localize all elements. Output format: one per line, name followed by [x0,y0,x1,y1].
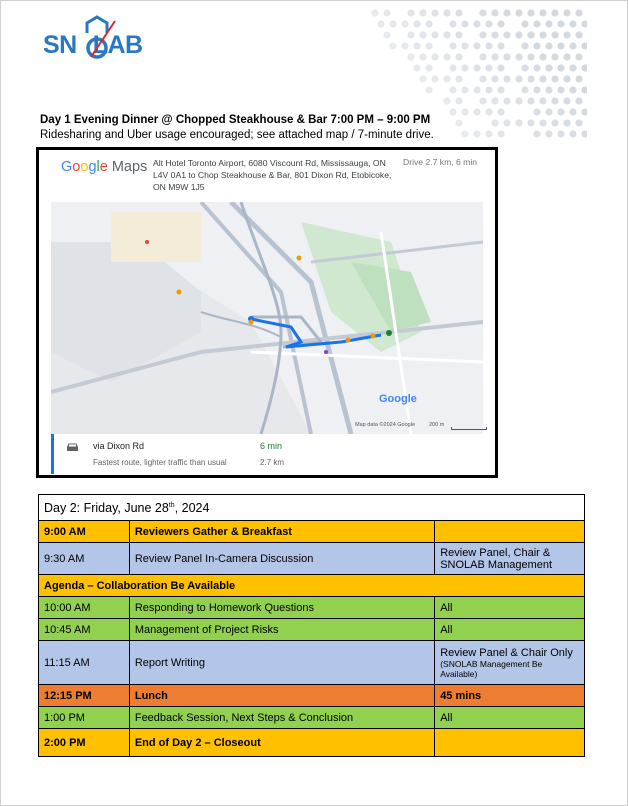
row-item: End of Day 2 – Closeout [129,729,434,757]
row-who: All [435,597,585,619]
table-row [39,597,585,619]
google-watermark: Google [379,393,417,405]
route-description: Alt Hotel Toronto Airport, 6080 Viscount Rd, Mississauga, ON L4V 0A1 to Chop Steakhouse & Bar, 801 Dixon Rd, Etobicoke, ON M9W 1J5 [153,158,392,192]
drive-info: Drive 2.7 km, 6 min [403,157,478,167]
logo-text: SN LAB [43,31,143,59]
schedule-title: Day 2: Friday, June 28th, 2024 [39,495,585,521]
day2-schedule-table [38,494,585,757]
row-item: Reviewers Gather & Breakfast [129,521,434,543]
route-time: 6 min [260,441,283,451]
row-who: 45 mins [435,685,585,707]
row-time: 11:15 AM [39,641,130,685]
row-item: Review Panel In-Camera Discussion [129,543,434,575]
route-via: via Dixon Rd [93,441,145,451]
google-maps-logo: Google Maps [61,159,148,175]
day1-note: Ridesharing and Uber usage encouraged; see attached map / 7-minute drive. [40,129,434,141]
table-row [39,521,585,543]
row-time: 10:00 AM [39,597,130,619]
row-item: Management of Project Risks [129,619,434,641]
selected-route-indicator [51,434,54,474]
section-label: Agenda – Collaboration Be Available [39,575,585,597]
row-who [435,729,585,757]
schedule-header-row [39,495,585,521]
map-graphic [51,202,483,434]
row-item: Lunch [129,685,434,707]
car-icon [66,442,79,452]
row-who: Review Panel, Chair & SNOLAB Management [435,543,585,575]
agenda-section-row [39,575,585,597]
row-time: 9:00 AM [39,521,130,543]
row-who: All [435,619,585,641]
table-row [39,729,585,757]
row-time: 2:00 PM [39,729,130,757]
route-option[interactable] [51,434,483,474]
row-who: All [435,707,585,729]
row-item: Responding to Homework Questions [129,597,434,619]
table-row [39,641,585,685]
table-row [39,685,585,707]
row-time: 12:15 PM [39,685,130,707]
dot-pattern-decoration [297,7,587,147]
row-who-main: Review Panel & Chair Only [440,646,573,659]
route-note: Fastest route, lighter traffic than usual [93,458,227,467]
map-scale-label: 200 m [429,422,445,428]
table-row [39,543,585,575]
row-who [435,521,585,543]
map-view [51,202,483,434]
row-time: 9:30 AM [39,543,130,575]
row-who-note: (SNOLAB Management Be Available) [440,658,543,679]
row-who [435,641,585,685]
row-time: 10:45 AM [39,619,130,641]
map-screenshot [36,147,498,478]
snolab-logo [43,15,143,65]
table-row [39,619,585,641]
logo-mark-icon [77,15,117,65]
map-scale-bar [451,427,487,430]
day1-title: Day 1 Evening Dinner @ Chopped Steakhouse & Bar 7:00 PM – 9:00 PM [40,114,431,126]
route-distance: 2.7 km [260,458,285,467]
row-time: 1:00 PM [39,707,130,729]
table-row [39,707,585,729]
row-item: Report Writing [129,641,434,685]
row-item: Feedback Session, Next Steps & Conclusion [129,707,434,729]
map-credit: Map data ©2024 Google [355,422,416,428]
